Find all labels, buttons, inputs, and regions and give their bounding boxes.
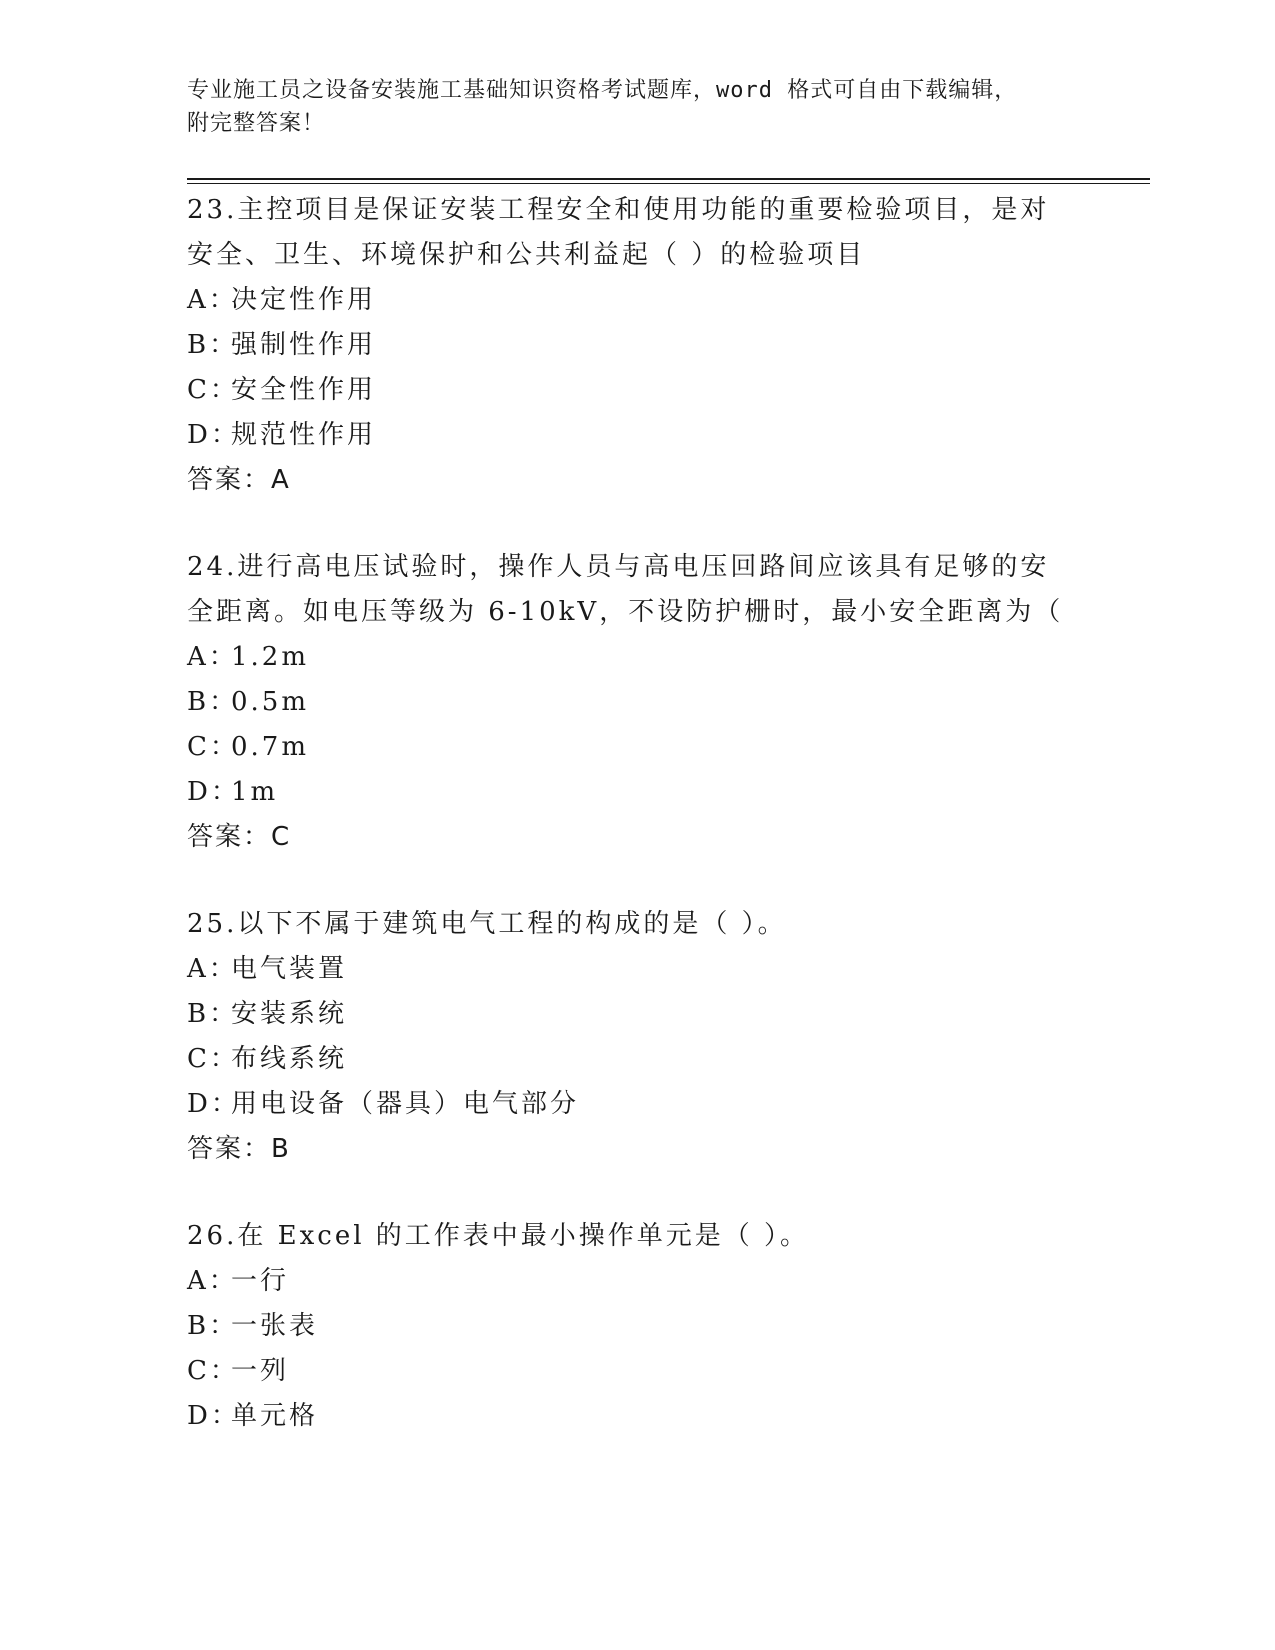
answer-line: 答案：B [187, 1134, 291, 1164]
option-text: 用电设备（器具）电气部分 [231, 1089, 580, 1119]
question-26 [187, 1214, 1087, 1439]
option-text: 0.5m [231, 687, 310, 717]
option-c [187, 368, 1087, 413]
option-key: B： [187, 999, 239, 1029]
option-key: C： [187, 732, 239, 762]
question-list [187, 188, 1087, 1481]
option-b [187, 1304, 1087, 1349]
option-b [187, 992, 1087, 1037]
option-d [187, 770, 1087, 815]
option-a [187, 635, 1087, 680]
option-d [187, 1082, 1087, 1127]
option-b [187, 680, 1087, 725]
option-text: 单元格 [231, 1401, 319, 1431]
option-text: 规范性作用 [231, 420, 377, 450]
option-c [187, 1349, 1087, 1394]
option-b [187, 323, 1087, 368]
option-key: D： [187, 777, 240, 807]
option-a [187, 947, 1087, 992]
option-c [187, 725, 1087, 770]
option-key: C： [187, 1044, 239, 1074]
option-text: 一张表 [231, 1311, 319, 1341]
answer-line: 答案：A [187, 465, 291, 495]
option-key: C： [187, 375, 239, 405]
option-text: 决定性作用 [231, 285, 377, 315]
option-text: 电气装置 [231, 954, 348, 984]
option-key: B： [187, 687, 239, 717]
question-stem: 25.以下不属于建筑电气工程的构成的是（ ）。 [187, 909, 787, 939]
option-text: 1.2m [231, 642, 310, 672]
option-d [187, 413, 1087, 458]
question-24 [187, 545, 1087, 860]
option-key: B： [187, 1311, 239, 1341]
option-c [187, 1037, 1087, 1082]
option-text: 1m [231, 777, 279, 807]
option-a [187, 278, 1087, 323]
option-key: A： [187, 1266, 238, 1296]
header-divider-thin [187, 183, 1150, 184]
option-text: 一列 [231, 1356, 290, 1386]
option-key: D： [187, 420, 240, 450]
header-line-2: 附完整答案！ [187, 111, 326, 136]
document-header [187, 74, 1067, 140]
option-key: C： [187, 1356, 239, 1386]
option-text: 布线系统 [231, 1044, 348, 1074]
option-text: 强制性作用 [231, 330, 377, 360]
option-key: A： [187, 285, 238, 315]
option-key: A： [187, 954, 238, 984]
option-text: 0.7m [231, 732, 310, 762]
question-stem: 24.进行高电压试验时，操作人员与高电压回路间应该具有足够的安全距离。如电压等级为 6-10kV，不设防护栅时，最小安全距离为（ [187, 552, 1064, 627]
header-divider-thick [187, 178, 1150, 180]
option-key: B： [187, 330, 239, 360]
answer-line: 答案：C [187, 822, 292, 852]
header-line-1: 专业施工员之设备安装施工基础知识资格考试题库，word 格式可自由下载编辑， [187, 78, 1018, 103]
option-key: D： [187, 1401, 240, 1431]
option-text: 安装系统 [231, 999, 348, 1029]
option-key: A： [187, 642, 238, 672]
question-23 [187, 188, 1087, 503]
option-d [187, 1394, 1087, 1439]
option-key: D： [187, 1089, 240, 1119]
question-25 [187, 902, 1087, 1172]
option-a [187, 1259, 1087, 1304]
question-stem: 26.在 Excel 的工作表中最小操作单元是（ ）。 [187, 1221, 810, 1251]
question-stem: 23.主控项目是保证安装工程安全和使用功能的重要检验项目，是对安全、卫生、环境保护和公共利益起（ ）的检验项目 [187, 195, 1050, 270]
option-text: 安全性作用 [231, 375, 377, 405]
option-text: 一行 [231, 1266, 290, 1296]
